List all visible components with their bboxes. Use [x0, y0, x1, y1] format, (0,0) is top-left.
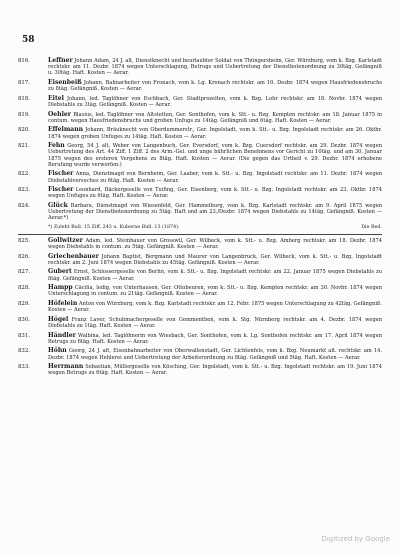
entry-text: Walbina, led. Taglöhnerin von Wiesbach, Ger. Sonthofen, vom k. Lg. Sonthofen rechtskr. am 17. April 1874 wegen Betrugs zu 6täg. Haft. Kosten — Aerar. [48, 332, 382, 345]
entry-number: 831. [18, 332, 31, 339]
entries-group-a [18, 58, 382, 221]
entry-surname: Oehler [48, 110, 72, 118]
entry-surname: Eisenbeiß [48, 78, 82, 86]
entry-number: 828. [18, 285, 31, 292]
entry-text: Johann Baptist, Bergmann und Maurer von Langenbruck, Ger. Wilbeck, vom k. Stt.- u. Bzg. Ingolstadt rechtskr. am 2. Juni 1874 wegen Diebstahls zu 45täg. Gefängniß. Kosten — Aerar. [48, 253, 382, 266]
entry-surname: Gollwitzer [48, 236, 83, 244]
register-entry [18, 187, 382, 199]
entry-number: 817. [18, 79, 31, 86]
register-entry [18, 203, 382, 221]
digitized-watermark: Digitized by Google [321, 535, 390, 543]
footnote-signature: Die Red. [361, 224, 382, 230]
footnote [48, 225, 382, 231]
register-entry [18, 285, 382, 297]
register-entry [18, 80, 382, 92]
register-entry [18, 301, 382, 313]
register-entry [18, 112, 382, 124]
entry-surname: Effelmann [48, 126, 84, 134]
entry-number: 818. [18, 95, 31, 102]
entry-text: Georg, 24 J. alt, Eisenbahnarbeiter von Oberwallenstadt, Ger. Lichtenfels, vom k. Bzg. Neumarkt alt. rechtskr. am 14. Dezbr. 1874 wegen Hehlerei und Uebertretung der Arbeiterordnung zu 8täg. Gefängniß und 5täg. Haft. Kosten — Aerar. [48, 348, 382, 361]
entry-number: 826. [18, 253, 31, 260]
entry-surname: Fischer [48, 186, 74, 194]
entry-number: 827. [18, 269, 31, 276]
entry-text: Barbara, Dienstmagd von Wiesenfeld, Ger. Hammelburg, vom k. Bzg. Karlstadt rechtskr. am 9. April 1875 wegen Uebertretung der Dienstbotenordnung zu 5täg. Haft und am 23./Dezbr. 1874 wegen Diebstahls zu 14täg. Gefängniß. Kosten — Aerar.*) [48, 202, 382, 222]
entry-surname: Glück [48, 201, 68, 209]
register-entry [18, 127, 382, 139]
entry-surname: Griechenbauer [48, 252, 99, 260]
entries-group-b [18, 238, 382, 377]
entry-text: Blasius, led. Taglöhner von Altstetten, Ger. Sonthofen, vom k. Stt.- u. Bzg. Kempten rechtskr. am 18. Januar 1875 in contum. wegen Hausfriedensbruchs und groben Unfugs zu 14täg. Gefängniß und 6täg. Haft. Kosten — Aerar. [48, 111, 382, 124]
register-entry [18, 143, 382, 168]
entry-surname: Händler [48, 331, 76, 339]
entry-surname: Eitel [48, 94, 64, 102]
entry-number: 816. [18, 58, 31, 64]
register-entry [18, 269, 382, 281]
entry-surname: Fehn [48, 142, 65, 150]
register-entry [18, 96, 382, 108]
entry-text: Anna, Dienstmagd von Bernheim, Ger. Laaber, vom k. Stt.- u. Bzg. Ingolstadt rechtskr. am 11. Dezbr. 1874 wegen Diebstahlversuches zu 6täg. Haft. Kosten — Aerar. [48, 171, 382, 184]
entry-text: Johann Adam, 24 J. alt, Dienstknecht und beurlaubter Soldat von Thüngersheim, Ger. Würzburg, vom k. Bzg. Karlstadt rechtskr. am 11. Dezbr. 1874 wegen Unterschlagung, Betrugs und Uebertretung der Dienstbotenordnung zu 30täg. Gefängniß u. 30täg. Haft. Kosten — Aerar. [48, 58, 382, 77]
entry-text: Anton von Würzburg, vom k. Bzg. Karlstadt rechtskr. am 12. Febr. 1875 wegen Unterschlagung zu 42täg. Gefängniß. Kosten — Aerar. [48, 300, 382, 314]
entry-text: Johann, Bräuknecht von Oberdummerstr., Ger. Ingolstadt, vom k. Stt.- u. Bzg. Ingolstadt rechtskr. am 26. Oktbr. 1874 wegen groben Unfuges zu 14täg. Haft. Kosten — Aerar. [48, 127, 382, 140]
entry-number: 824. [18, 202, 31, 209]
page-number: 58 [22, 35, 35, 45]
register-entry [18, 317, 382, 329]
entry-number: 832. [18, 348, 31, 355]
entry-number: 823. [18, 187, 31, 194]
entry-text: Johann, Bahnarbeiter von Fronach, vom k. Lg. Kronach rechtskr. am 10. Dezbr. 1874 wegen Hausfriedensbruchs zu 8täg. Gefängniß. Kosten — Aerar. [48, 79, 382, 93]
register-entry [18, 171, 382, 183]
register-entry [18, 333, 382, 345]
entry-number: 820. [18, 127, 31, 134]
entry-number: 821. [18, 143, 31, 150]
entries-list [18, 58, 382, 380]
entry-number: 829. [18, 300, 31, 307]
register-entry [18, 238, 382, 250]
register-entry [18, 254, 382, 266]
entry-text: Sebastian, Müllergeselle von Kösching, Ger. Ingolstadt, vom k. Stt.- u. Bzg. Ingolstadt rechtskr. am 19. Juni 1874 wegen Betrugs zu 6täg. Haft. Kosten — Aerar. [48, 364, 382, 377]
entry-text: Ernst, Schlossergeselle von Berlin, vom k. Stt.- u. Bzg. Ingolstadt rechtskr. am 22. Januar 1875 wegen Diebstahls zu 8täg. Gefängniß. Kosten — Aerar. [48, 269, 383, 282]
entry-surname: Herrmann [48, 363, 84, 371]
entry-surname: Höfelein [48, 299, 78, 307]
register-entry [18, 364, 382, 376]
entry-surname: Gubert [48, 268, 72, 276]
footnote-rule [18, 234, 382, 235]
entry-number: 830. [18, 316, 31, 323]
entry-text: Leonhard, Bäckergeselle von Tuifing, Ger. Eisenberg, vom k. Stt.- u. Bzg. Ingolstadt rechtskr. am 23. Oktbr. 1874 wegen Unfuges zu 6täg. Haft. Kosten — Aerar. [48, 187, 383, 200]
entry-text: Franz Laver, Schuhmachergeselle von Gemmenthen, vom k. Stg. Nürnberg rechtskr. am 4. Dezbr. 1874 wegen Diebstahls zu 1täg. Haft. Kosten — Aerar. [48, 316, 382, 329]
entry-text: Cäcilia, ledig, von Unterhausen, Ger. Ottobeuren, vom k. Stt.- u. Bzg. Kempten rechtskr. am 30. Novbr. 1874 wegen Unterschlagung in contum. zu 21täg. Gefängniß. Kosten — Aerar. [48, 285, 383, 298]
register-entry [18, 348, 382, 360]
entry-text: Adam, led. Steinhauer von Grosswil, Ger. Wilbeck, vom k. Stt.- u. Bzg. Amberg rechtskr. am 18. Dezbr. 1874 wegen Diebstahls in contum. zu 5täg. Gefängniß. Kosten — Aerar. [48, 237, 382, 250]
entry-surname: Leffner [48, 57, 73, 64]
entry-surname: Fischer [48, 170, 74, 178]
entry-number: 822. [18, 171, 31, 178]
entry-surname: Höhn [48, 347, 67, 355]
entry-number: 819. [18, 111, 31, 118]
entry-number: 825. [18, 237, 31, 244]
entry-number: 833. [18, 364, 31, 371]
entry-text: Georg, 54 J. alt, Weber von Langenbuch, Ger. Eversdorf, vom k. Bzg. Cuersdorf rechtskr. am 29. Dezbr. 1874 wegen Uebertretung des Art. 44 Ziff. 1 Ziff. 2 des Arm.-Gel. und unge bührlichen Benehmens vor Gericht zu 10täg. und am 30. Januar 1875 wegen des ersteren Vergehens zu 8täg. Haft. Kosten — Aerar. (Die gegen das Urtheil v. 29. Dezbr. 1874 erhobene Berufung wurde verworfen.) [48, 143, 382, 168]
footnote-text: *) Zuleht Bull. 15 Ziff. 243 u. Kuberne Bull. 13 (1874). [48, 224, 180, 230]
register-entry [18, 58, 382, 76]
entry-text: Johann, led. Taglöhner von Eschbach, Ger. Stadtprozelten, vom k. Bzg. Lohr rechtskr. am 18. Novbr. 1874 wegen Diebstahls zu 3täg. Gefängniß. Kosten — Aerar. [48, 95, 382, 108]
entry-surname: Högel [48, 315, 69, 323]
entry-surname: Hampp [48, 284, 73, 292]
